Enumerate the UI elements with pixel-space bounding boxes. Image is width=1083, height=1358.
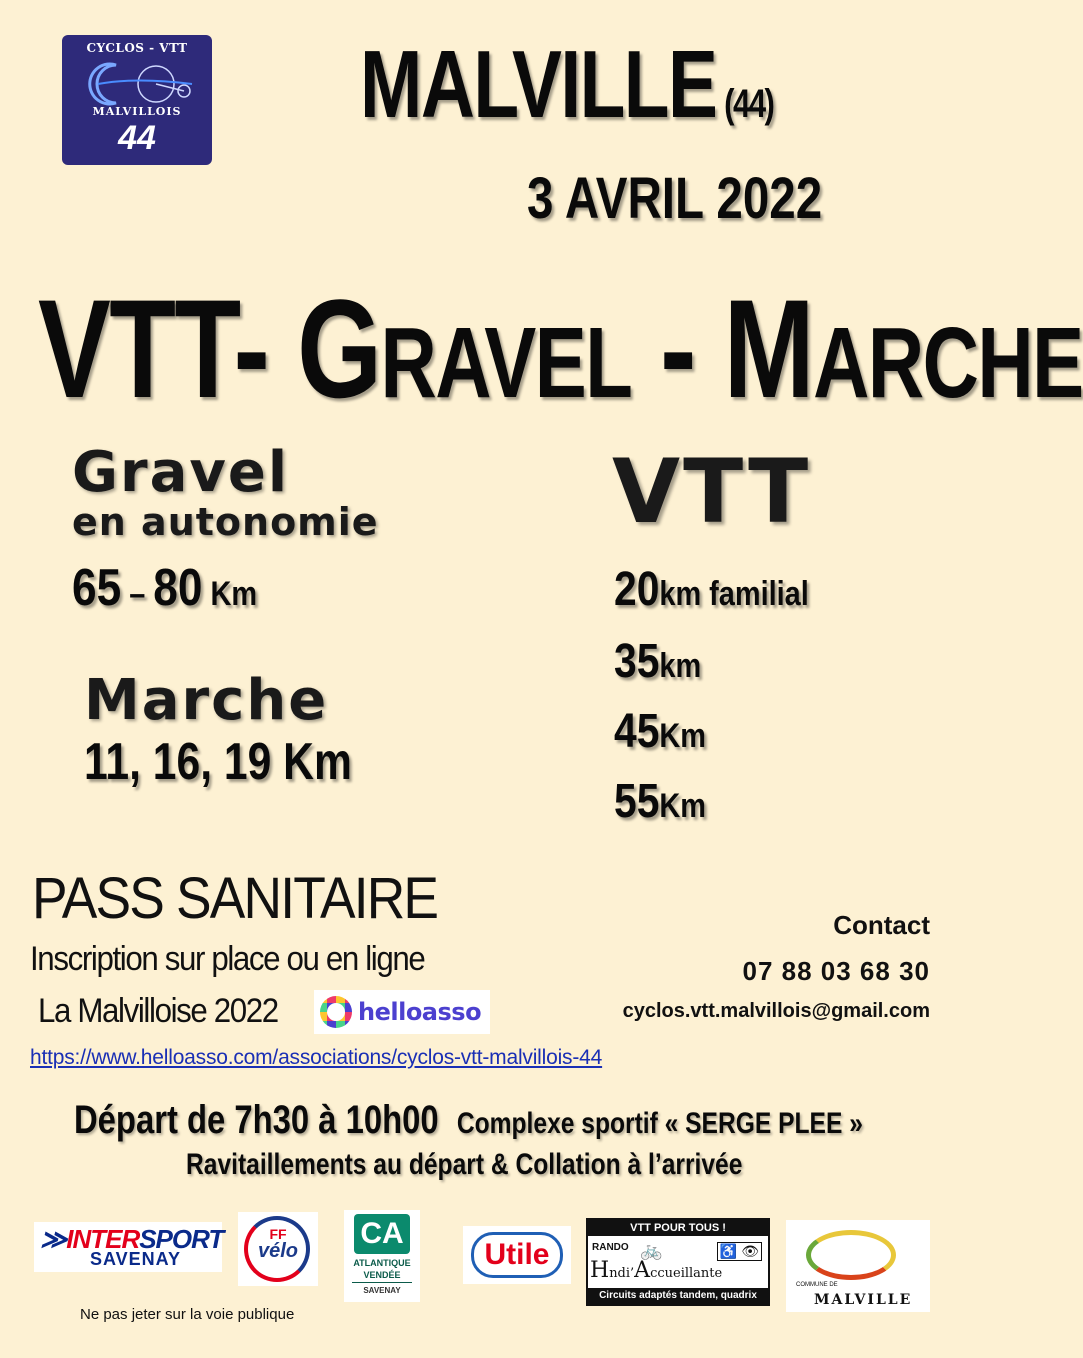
intersport-word-b: SPORT	[139, 1224, 224, 1254]
intersport-city: SAVENAY	[90, 1249, 182, 1269]
gravel-distance-dash: –	[121, 575, 154, 613]
gravel-distance	[72, 558, 257, 618]
rando-bottom-banner: Circuits adaptés tandem, quadrix	[588, 1288, 768, 1304]
rando-h: H	[590, 1258, 610, 1283]
gravel-heading: Gravel	[72, 440, 290, 505]
pass-sanitaire: PASS SANITAIRE	[32, 866, 438, 931]
title-department: (44)	[724, 82, 774, 126]
logo-line-3: 44	[118, 119, 156, 157]
page-title	[360, 30, 773, 140]
vtt-distance-unit: km	[659, 647, 702, 685]
vtt-distance-unit: Km	[659, 787, 706, 825]
rando-a: A	[634, 1258, 651, 1283]
commune-swoosh-icon	[806, 1230, 896, 1280]
rando-ndi: ndi’	[609, 1266, 635, 1281]
refreshments-info: Ravitaillements au départ & Collation à l’arrivée	[186, 1148, 743, 1181]
sponsor-ffvelo	[238, 1212, 318, 1286]
headline-sep: -	[631, 270, 724, 427]
logo-line-1: CYCLOS - VTT	[86, 41, 188, 55]
departure-time: Départ de 7h30 à 10h00	[74, 1098, 439, 1142]
vtt-distance-item	[614, 774, 706, 829]
vtt-distance-unit: km familial	[659, 575, 809, 613]
departure-info	[74, 1098, 863, 1143]
logo-line-2: MALVILLOIS	[92, 105, 182, 118]
title-town: MALVILLE	[360, 31, 717, 138]
headline-gravel-cap: G	[297, 270, 381, 427]
sponsor-rando-handi	[586, 1218, 770, 1306]
rando-accueillante: ccueillante	[650, 1266, 723, 1281]
credit-agricole-line-2: VENDÉE	[363, 1270, 401, 1280]
helloasso-logo	[314, 990, 490, 1034]
headline-gravel-rest: RAVEL	[380, 307, 632, 419]
gravel-distance-unit: Km	[202, 575, 258, 613]
ffvelo-velo: vélo	[257, 1240, 299, 1262]
credit-agricole-line-1: ATLANTIQUE	[353, 1258, 411, 1268]
vtt-distance-item	[614, 634, 701, 689]
utile-wordmark: Utile	[471, 1232, 563, 1278]
sponsor-credit-agricole	[344, 1210, 420, 1302]
footer-note: Ne pas jeter sur la voie publique	[80, 1306, 295, 1323]
vtt-distance-item	[614, 562, 809, 617]
club-logo	[62, 35, 212, 165]
commune-name: MALVILLE	[814, 1292, 913, 1308]
headline-marche-cap: M	[723, 270, 814, 427]
vtt-distance-value: 45	[614, 705, 660, 758]
rando-word: RANDO	[592, 1242, 629, 1253]
helloasso-ring-icon	[320, 996, 352, 1028]
headline	[38, 268, 1083, 430]
bicycle-moon-icon	[76, 59, 198, 105]
intersport-swoosh-icon: ≫	[40, 1224, 67, 1254]
headline-vtt: VTT-	[38, 270, 298, 427]
sponsor-intersport	[34, 1222, 222, 1272]
marche-heading: Marche	[84, 668, 329, 733]
contact-email[interactable]: cyclos.vtt.malvillois@gmail.com	[622, 1000, 930, 1022]
credit-agricole-divider	[352, 1282, 412, 1283]
sponsor-utile	[463, 1226, 571, 1284]
credit-agricole-line-3: SAVENAY	[363, 1286, 401, 1295]
vtt-distance-item	[614, 704, 706, 759]
headline-marche-rest: ARCHE	[813, 307, 1083, 419]
sponsor-commune-malville	[786, 1220, 930, 1312]
vtt-distance-value: 20	[614, 563, 660, 616]
ffvelo-ff: FF	[269, 1226, 287, 1242]
rando-top-banner: VTT POUR TOUS !	[588, 1220, 768, 1236]
registration-link[interactable]: https://www.helloasso.com/associations/cyclos-vtt-malvillois-44	[30, 1046, 603, 1069]
vtt-distance-value: 55	[614, 775, 660, 828]
credit-agricole-mark-icon: CA	[354, 1214, 410, 1254]
event-date: 3 AVRIL 2022	[527, 166, 823, 231]
gravel-distance-min: 65	[72, 559, 122, 617]
contact-phone[interactable]: 07 88 03 68 30	[742, 956, 930, 986]
intersport-word-a: INTER	[66, 1224, 140, 1254]
tandem-bike-icon: 🚲	[640, 1240, 663, 1260]
gravel-subheading: en autonomie	[72, 500, 379, 544]
contact-heading: Contact	[833, 910, 930, 940]
vtt-distance-value: 35	[614, 635, 660, 688]
vtt-distance-unit: Km	[659, 717, 706, 755]
event-name: La Malvilloise 2022	[38, 992, 278, 1030]
departure-place: Complexe sportif « SERGE PLEE »	[456, 1107, 863, 1140]
rando-wordmark	[590, 1258, 722, 1283]
inscription-text: Inscription sur place ou en ligne	[30, 940, 425, 978]
commune-small-label: COMMUNE DE	[796, 1282, 838, 1288]
marche-distances: 11, 16, 19 Km	[84, 733, 352, 791]
gravel-distance-max: 80	[153, 559, 203, 617]
accessibility-icon: ♿ 👁	[717, 1242, 762, 1261]
vtt-heading: VTT	[612, 440, 812, 543]
helloasso-wordmark: helloasso	[358, 998, 482, 1026]
